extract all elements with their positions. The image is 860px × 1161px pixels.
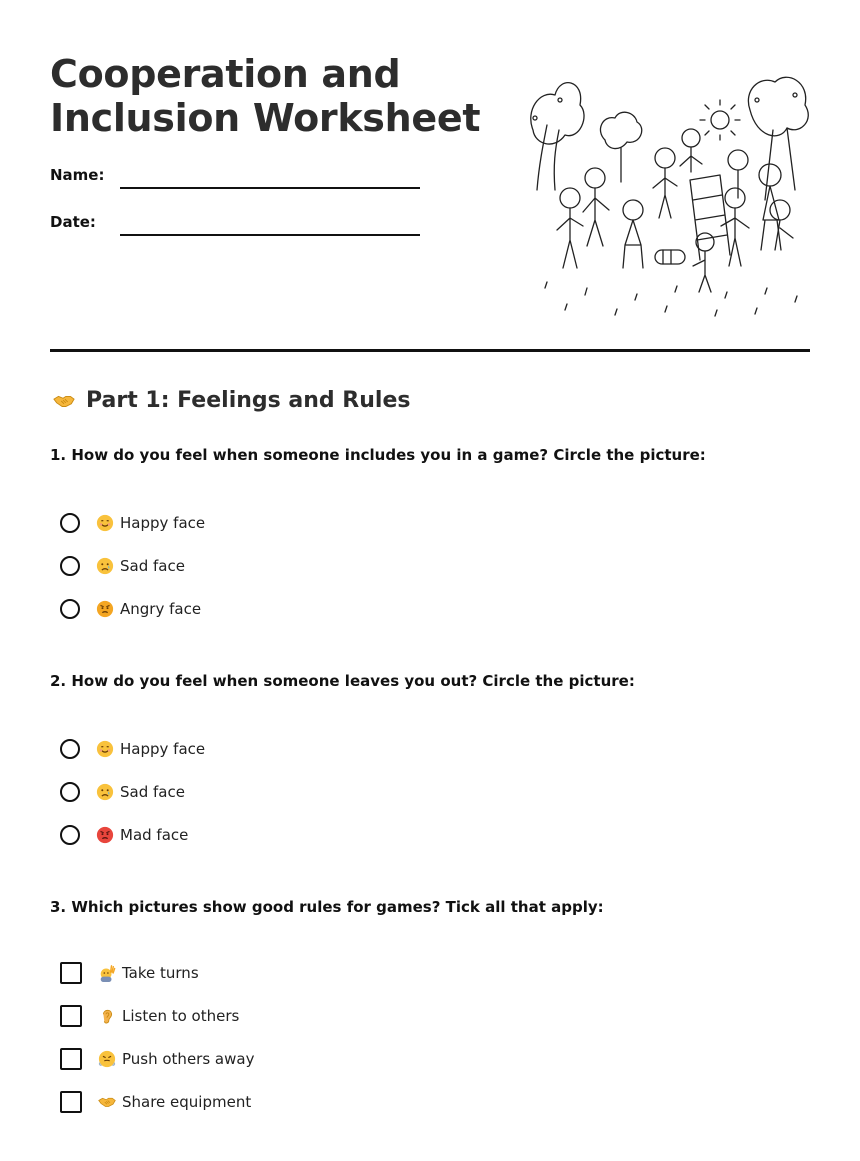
q3-share-label: Share equipment <box>122 1093 252 1111</box>
sad-face-icon <box>96 783 114 801</box>
name-label: Name: <box>50 166 105 184</box>
mad-face-icon <box>96 826 114 844</box>
q1-happy-radio[interactable] <box>60 513 80 533</box>
sad-face-icon <box>96 557 114 575</box>
raised-hand-icon <box>98 964 116 982</box>
q2-mad-label: Mad face <box>120 826 189 844</box>
q2-sad-label: Sad face <box>120 783 185 801</box>
angry-face-icon <box>96 600 114 618</box>
q3-option-take-turns[interactable] <box>60 960 199 986</box>
date-field-line[interactable] <box>120 234 420 236</box>
q3-listen-checkbox[interactable] <box>60 1005 82 1027</box>
section-divider <box>50 349 810 352</box>
q2-option-sad[interactable] <box>60 779 185 805</box>
q2-sad-radio[interactable] <box>60 782 80 802</box>
q1-option-sad[interactable] <box>60 553 185 579</box>
q2-happy-radio[interactable] <box>60 739 80 759</box>
question-3: 3. Which pictures show good rules for games? Tick all that apply: <box>50 898 604 916</box>
q3-push-label: Push others away <box>122 1050 255 1068</box>
q3-listen-label: Listen to others <box>122 1007 240 1025</box>
question-1: 1. How do you feel when someone includes you in a game? Circle the picture: <box>50 446 706 464</box>
name-field-line[interactable] <box>120 187 420 189</box>
q3-option-push[interactable] <box>60 1046 254 1072</box>
worksheet-title: Cooperation and Inclusion Worksheet <box>50 52 481 140</box>
q1-angry-radio[interactable] <box>60 599 80 619</box>
q2-option-happy[interactable] <box>60 736 205 762</box>
huffing-face-icon <box>98 1050 116 1068</box>
question-2: 2. How do you feel when someone leaves you out? Circle the picture: <box>50 672 635 690</box>
date-label: Date: <box>50 213 96 231</box>
q2-option-mad[interactable] <box>60 822 188 848</box>
handshake-icon <box>50 390 78 412</box>
q3-push-checkbox[interactable] <box>60 1048 82 1070</box>
ear-icon <box>98 1007 116 1025</box>
q1-option-happy[interactable] <box>60 510 205 536</box>
q1-angry-label: Angry face <box>120 600 202 618</box>
playground-illustration <box>525 70 815 325</box>
q1-happy-label: Happy face <box>120 514 206 532</box>
q3-take-turns-checkbox[interactable] <box>60 962 82 984</box>
q2-mad-radio[interactable] <box>60 825 80 845</box>
q3-take-turns-label: Take turns <box>122 964 199 982</box>
happy-face-icon <box>96 514 114 532</box>
part1-title: Part 1: Feelings and Rules <box>86 388 411 413</box>
q3-share-checkbox[interactable] <box>60 1091 82 1113</box>
part1-heading <box>50 388 410 413</box>
q1-sad-radio[interactable] <box>60 556 80 576</box>
q2-happy-label: Happy face <box>120 740 206 758</box>
q3-option-share[interactable] <box>60 1089 251 1115</box>
q3-option-listen[interactable] <box>60 1003 239 1029</box>
happy-face-icon <box>96 740 114 758</box>
handshake-icon <box>98 1093 116 1111</box>
q1-option-angry[interactable] <box>60 596 201 622</box>
q1-sad-label: Sad face <box>120 557 185 575</box>
